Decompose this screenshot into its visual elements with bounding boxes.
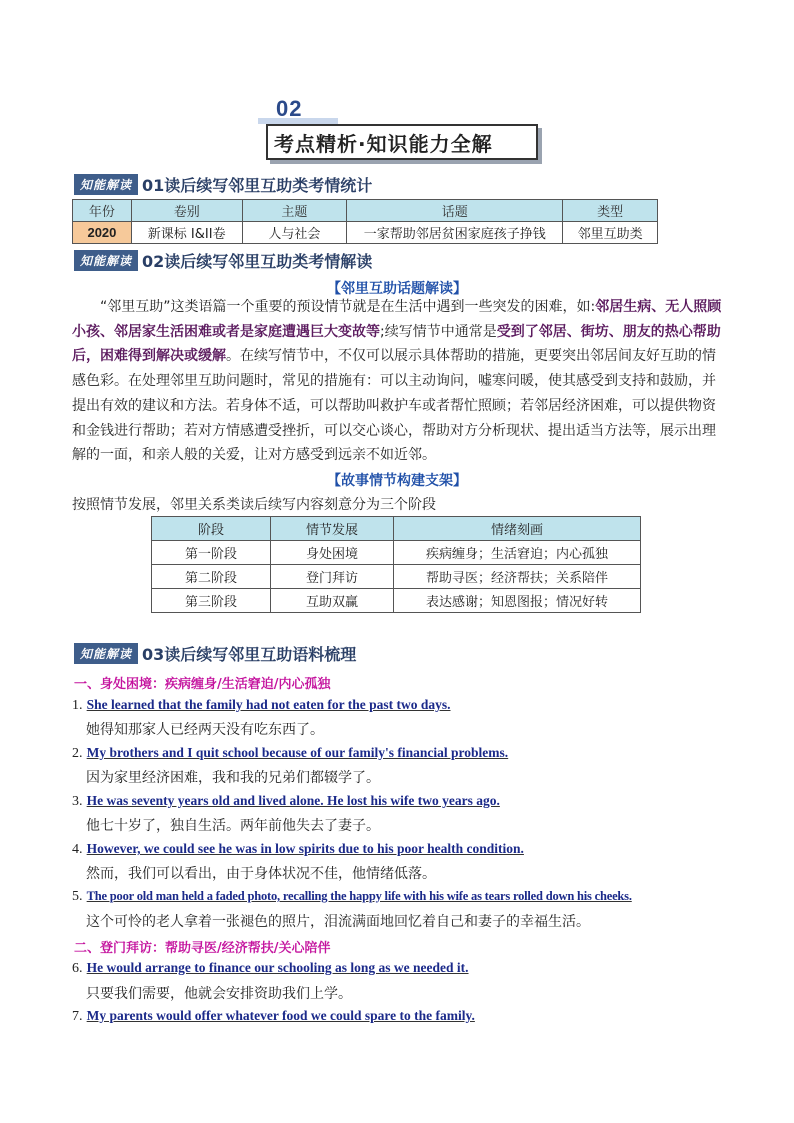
item-english: The poor old man held a faded photo, recalling the happy life with his wife as tears rolled down his cheeks.	[86, 889, 632, 903]
item-english: He was seventy years old and lived alone. He lost his wife two years ago.	[86, 793, 500, 808]
list-item	[72, 960, 469, 977]
page-title: 考点精析·知识能力全解	[274, 132, 493, 156]
table-row	[73, 222, 658, 244]
paragraph-text: 。在续写情节中，不仅可以展示具体帮助的措施，更要突出邻居间友好互助的情感色彩。在处理邻里互助问题时，常见的措施有：可以主动询问，嘘寒问暖，使其感受到支持和鼓励，并提出有效的建议和方法。若身体不适，可以帮助叫救护车或者帮忙照顾；若邻居经济困难，可以提供物资和金钱进行帮助；若对方情感遭受挫折，可以交心谈心，帮助对方分析现状、提出适当方法等，展示出理解的一面，和亲人般的关爱，让对方感受到远亲不如近邻。	[72, 348, 716, 464]
table-row	[152, 589, 641, 613]
section-title: 01读后续写邻里互助类考情统计	[142, 175, 373, 195]
topic-paragraph	[72, 295, 724, 468]
item-number: 6.	[72, 961, 83, 976]
section-heading-01	[74, 173, 372, 195]
subheading-1: 一、身处困境：疾病缠身/生活窘迫/内心孤独	[74, 677, 331, 692]
item-number: 7.	[72, 1009, 83, 1024]
table-cell: 帮助寻医；经济帮扶；关系陪伴	[394, 565, 641, 589]
section-title: 03读后续写邻里互助语料梳理	[142, 644, 357, 664]
list-item	[72, 697, 451, 714]
table-header-row	[152, 517, 641, 541]
table-header-cell: 阶段	[152, 517, 271, 541]
subheading-2: 二、登门拜访：帮助寻医/经济帮扶/关心陪伴	[74, 941, 331, 956]
table-header-cell: 卷别	[131, 200, 242, 222]
table-cell: 身处困境	[271, 541, 394, 565]
item-chinese: 然而，我们可以看出，由于身体状况不佳，他情绪低落。	[86, 866, 436, 882]
table-row	[152, 541, 641, 565]
item-number: 2.	[72, 746, 83, 761]
table-cell: 第二阶段	[152, 565, 271, 589]
section-title: 02读后续写邻里互助类考情解读	[142, 251, 373, 271]
table-row	[152, 565, 641, 589]
item-english: My parents would offer whatever food we could spare to the family.	[86, 1008, 475, 1023]
item-english: However, we could see he was in low spirits due to his poor health condition.	[86, 841, 524, 856]
section-tag: 知能解读	[74, 250, 138, 271]
paragraph-text: “邻里互助”这类语篇一个重要的预设情节就是在生活中遇到一些突发的困难，如:	[100, 299, 596, 315]
item-chinese: 因为家里经济困难，我和我的兄弟们都辍学了。	[86, 770, 380, 786]
item-chinese: 这个可怜的老人拿着一张褪色的照片，泪流满面地回忆着自己和妻子的幸福生活。	[86, 914, 590, 930]
item-english: He would arrange to finance our schooling as long as we needed it.	[86, 960, 469, 975]
table-cell: 一家帮助邻居贫困家庭孩子挣钱	[347, 222, 563, 244]
list-item	[72, 889, 632, 905]
paragraph-emphasis: 邻居生病、无人照顾小孩、邻居家生活困难或者是家庭遭遇巨大变故等	[72, 299, 722, 340]
item-english: She learned that the family had not eaten for the past two days.	[86, 697, 451, 712]
table-cell-year: 2020	[73, 222, 132, 244]
section-tag: 知能解读	[74, 174, 138, 195]
item-chinese: 她得知那家人已经两天没有吃东西了。	[86, 722, 324, 738]
topic-heading: 【邻里互助话题解读】	[327, 281, 467, 297]
list-item	[72, 1008, 475, 1025]
section-number: 02	[276, 96, 303, 121]
item-number: 3.	[72, 794, 83, 809]
table-header-cell: 话题	[347, 200, 563, 222]
item-number: 1.	[72, 698, 83, 713]
table-header-row	[73, 200, 658, 222]
item-english: My brothers and I quit school because of our family's financial problems.	[86, 745, 509, 760]
story-heading: 【故事情节构建支架】	[327, 473, 467, 489]
table-cell: 新课标 I&II卷	[131, 222, 242, 244]
stats-table	[72, 199, 658, 244]
stage-table	[151, 516, 641, 613]
table-header-cell: 情节发展	[271, 517, 394, 541]
table-header-cell: 情绪刻画	[394, 517, 641, 541]
table-header-cell: 年份	[73, 200, 132, 222]
table-header-cell: 主题	[242, 200, 347, 222]
list-item	[72, 745, 508, 762]
paragraph-text: ;续写情节中通常是	[380, 323, 497, 340]
section-tag: 知能解读	[74, 643, 138, 664]
table-cell: 人与社会	[242, 222, 347, 244]
list-item	[72, 793, 500, 810]
table-cell: 疾病缠身；生活窘迫；内心孤独	[394, 541, 641, 565]
item-number: 5.	[72, 889, 83, 904]
table-cell: 登门拜访	[271, 565, 394, 589]
table-cell: 邻里互助类	[563, 222, 658, 244]
table-cell: 第三阶段	[152, 589, 271, 613]
table-cell: 互助双赢	[271, 589, 394, 613]
table-cell: 第一阶段	[152, 541, 271, 565]
story-intro: 按照情节发展，邻里关系类读后续写内容刻意分为三个阶段	[72, 497, 436, 513]
item-number: 4.	[72, 842, 83, 857]
table-header-cell: 类型	[563, 200, 658, 222]
table-cell: 表达感谢；知恩图报；情况好转	[394, 589, 641, 613]
paragraph-emphasis: 受到了邻居、街坊、朋友的热心帮助后，困难得到解决或缓解	[72, 323, 721, 365]
list-item	[72, 841, 524, 858]
item-chinese: 他七十岁了，独自生活。两年前他失去了妻子。	[86, 818, 380, 834]
section-heading-03	[74, 642, 356, 664]
section-heading-02	[74, 249, 372, 271]
item-chinese: 只要我们需要，他就会安排资助我们上学。	[86, 986, 352, 1002]
